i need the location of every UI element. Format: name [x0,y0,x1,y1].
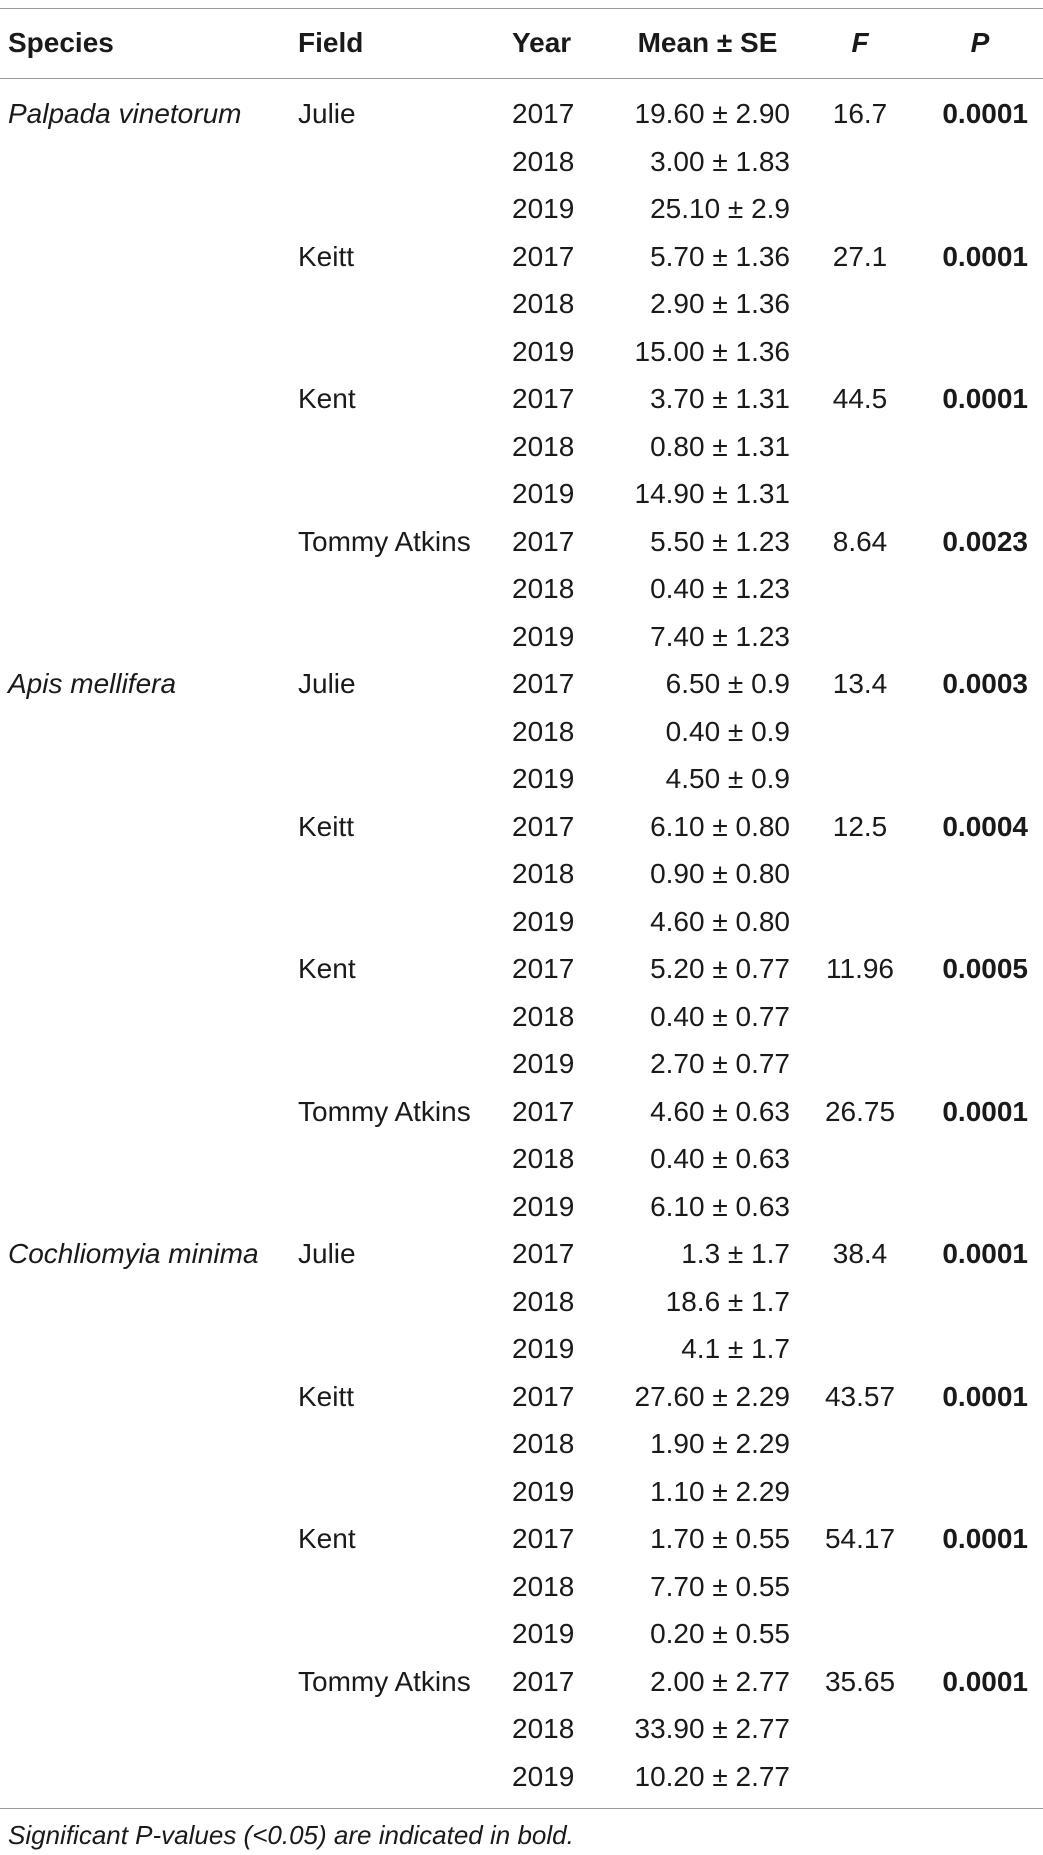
cell-year: 2017 [512,1523,575,1554]
table-footnote: Significant P-values (<0.05) are indicated in bold. [8,1820,574,1850]
table-row [0,233,1043,281]
cell-year: 2017 [512,525,575,557]
cell-mean-se: 2.90 ± 1.36 [650,288,790,319]
table-row [0,1468,1043,1516]
cell-year: 2019 [512,478,575,509]
cell-mean-se: 25.10 ± 2.9 [650,193,790,224]
cell-f-value: 54.17 [824,1523,896,1554]
cell-field: Kent [298,953,356,984]
cell-mean-se: 6.10 ± 0.80 [650,810,790,842]
cell-mean-se: 4.60 ± 0.63 [650,1095,790,1127]
cell-mean-se: 0.80 ± 1.31 [650,430,790,462]
cell-f-value: 13.4 [832,668,888,699]
cell-mean-se: 7.40 ± 1.23 [650,620,790,652]
cell-p-value: 0.0023 [942,525,1028,557]
cell-p-value: 0.0004 [942,810,1028,842]
cell-year: 2018 [512,430,575,462]
table-row [0,1373,1043,1421]
cell-field: Tommy Atkins [298,1665,471,1697]
cell-p-value: 0.0001 [942,1238,1028,1269]
cell-mean-se: 18.6 ± 1.7 [665,1285,790,1317]
cell-p-value: 0.0001 [942,98,1028,129]
cell-year: 2019 [512,1333,575,1364]
cell-field: Kent [298,1523,356,1554]
cell-field: Keitt [298,240,355,272]
cell-year: 2019 [512,1190,575,1222]
cell-year: 2017 [512,1095,575,1127]
cell-year: 2017 [512,1665,575,1697]
cell-year: 2017 [512,953,575,984]
cell-p-value: 0.0003 [942,668,1028,699]
cell-year: 2018 [512,715,575,747]
table-row [0,1183,1043,1231]
table-row [0,803,1043,851]
table-body [0,90,1043,1800]
table-row [0,423,1043,471]
cell-year: 2018 [512,1000,575,1032]
table-row [0,328,1043,376]
cell-f-value: 27.1 [832,240,888,272]
cell-year: 2018 [512,1285,575,1317]
table-row [0,280,1043,328]
cell-mean-se: 6.10 ± 0.63 [650,1190,790,1222]
cell-year: 2017 [512,1238,575,1269]
table-row [0,1753,1043,1801]
cell-mean-se: 1.90 ± 2.29 [650,1428,790,1459]
cell-field: Tommy Atkins [298,525,471,557]
cell-year: 2018 [512,145,575,177]
cell-mean-se: 0.40 ± 0.63 [650,1143,790,1174]
cell-year: 2019 [512,1475,575,1507]
cell-f-value: 38.4 [832,1238,888,1269]
cell-field: Keitt [298,810,355,842]
table-row [0,850,1043,898]
cell-year: 2017 [512,240,575,272]
cell-mean-se: 7.70 ± 0.55 [650,1570,790,1602]
cell-year: 2019 [512,905,575,937]
cell-mean-se: 4.50 ± 0.9 [665,763,790,794]
cell-p-value: 0.0001 [942,1095,1028,1127]
cell-field: Kent [298,383,356,414]
cell-mean-se: 14.90 ± 1.31 [634,478,790,509]
cell-p-value: 0.0005 [942,953,1028,984]
header-species: Species [8,27,114,58]
cell-f-value: 16.7 [832,98,888,129]
cell-year: 2018 [512,573,575,604]
cell-mean-se: 0.40 ± 1.23 [650,573,790,604]
cell-mean-se: 15.00 ± 1.36 [634,335,790,367]
table-row [0,613,1043,661]
table-row [0,470,1043,518]
cell-mean-se: 1.10 ± 2.29 [650,1475,790,1507]
cell-field: Julie [298,1238,356,1269]
cell-mean-se: 27.60 ± 2.29 [634,1380,790,1412]
cell-f-value: 26.75 [824,1095,896,1127]
table-row [0,518,1043,566]
table-row [0,565,1043,613]
cell-year: 2019 [512,335,575,367]
table-row [0,993,1043,1041]
cell-mean-se: 5.70 ± 1.36 [650,240,790,272]
table-row [0,898,1043,946]
table-row [0,708,1043,756]
cell-year: 2017 [512,810,575,842]
table-row [0,90,1043,138]
cell-mean-se: 4.60 ± 0.80 [650,905,790,937]
table-row [0,1420,1043,1468]
cell-year: 2018 [512,1428,575,1459]
table-row [0,375,1043,423]
header-f: F [851,27,869,58]
table-row [0,138,1043,186]
table-row [0,1325,1043,1373]
cell-mean-se: 1.70 ± 0.55 [650,1523,790,1554]
cell-f-value: 8.64 [832,525,888,557]
table-row [0,755,1043,803]
cell-mean-se: 2.70 ± 0.77 [650,1048,790,1079]
header-field: Field [298,27,364,58]
cell-p-value: 0.0001 [942,240,1028,272]
cell-species: Apis mellifera [8,668,177,699]
table-row [0,945,1043,993]
header-rule [0,78,1043,79]
cell-mean-se: 0.40 ± 0.77 [650,1000,790,1032]
cell-p-value: 0.0001 [942,1523,1028,1554]
cell-mean-se: 6.50 ± 0.9 [665,668,790,699]
cell-year: 2018 [512,1143,575,1174]
cell-mean-se: 33.90 ± 2.77 [634,1713,790,1744]
cell-mean-se: 5.50 ± 1.23 [650,525,790,557]
cell-mean-se: 19.60 ± 2.90 [634,98,790,129]
cell-year: 2018 [512,1713,575,1744]
cell-year: 2019 [512,763,575,794]
cell-p-value: 0.0001 [942,383,1028,414]
cell-species: Palpada vinetorum [8,98,242,129]
cell-year: 2017 [512,668,575,699]
table-row [0,1658,1043,1706]
cell-mean-se: 2.00 ± 2.77 [650,1665,790,1697]
cell-f-value: 12.5 [832,810,888,842]
cell-mean-se: 10.20 ± 2.77 [634,1760,790,1792]
cell-f-value: 35.65 [824,1665,896,1697]
table-row [0,1705,1043,1753]
cell-year: 2019 [512,1760,575,1792]
table-row [0,1278,1043,1326]
table-row [0,1610,1043,1658]
cell-year: 2019 [512,1048,575,1079]
table-row [0,1563,1043,1611]
cell-mean-se: 0.20 ± 0.55 [650,1618,790,1649]
table-row [0,1515,1043,1563]
cell-year: 2019 [512,193,575,224]
cell-p-value: 0.0001 [942,1380,1028,1412]
cell-f-value: 43.57 [824,1380,896,1412]
cell-year: 2017 [512,383,575,414]
cell-year: 2018 [512,1570,575,1602]
cell-f-value: 11.96 [826,953,894,984]
cell-field: Julie [298,668,356,699]
cell-mean-se: 0.40 ± 0.9 [665,715,790,747]
table-row [0,1230,1043,1278]
header-mean: Mean ± SE [637,27,778,58]
cell-year: 2018 [512,858,575,889]
table-row [0,1088,1043,1136]
cell-year: 2019 [512,1618,575,1649]
top-rule [0,8,1043,9]
bottom-rule [0,1808,1043,1809]
cell-field: Keitt [298,1380,355,1412]
cell-year: 2019 [512,620,575,652]
cell-species: Cochliomyia minima [8,1238,259,1269]
table-row [0,185,1043,233]
cell-mean-se: 5.20 ± 0.77 [650,953,790,984]
cell-field: Tommy Atkins [298,1095,471,1127]
table-row [0,1040,1043,1088]
table-row [0,660,1043,708]
cell-mean-se: 3.70 ± 1.31 [650,383,790,414]
cell-year: 2017 [512,98,575,129]
cell-mean-se: 0.90 ± 0.80 [650,858,790,889]
cell-mean-se: 1.3 ± 1.7 [681,1238,790,1269]
cell-f-value: 44.5 [832,383,888,414]
cell-field: Julie [298,98,356,129]
header-year: Year [512,27,572,58]
table-row [0,1135,1043,1183]
cell-mean-se: 4.1 ± 1.7 [681,1333,790,1364]
cell-mean-se: 3.00 ± 1.83 [650,145,790,177]
header-p: P [970,27,990,58]
cell-year: 2017 [512,1380,575,1412]
cell-year: 2018 [512,288,575,319]
cell-p-value: 0.0001 [942,1665,1028,1697]
